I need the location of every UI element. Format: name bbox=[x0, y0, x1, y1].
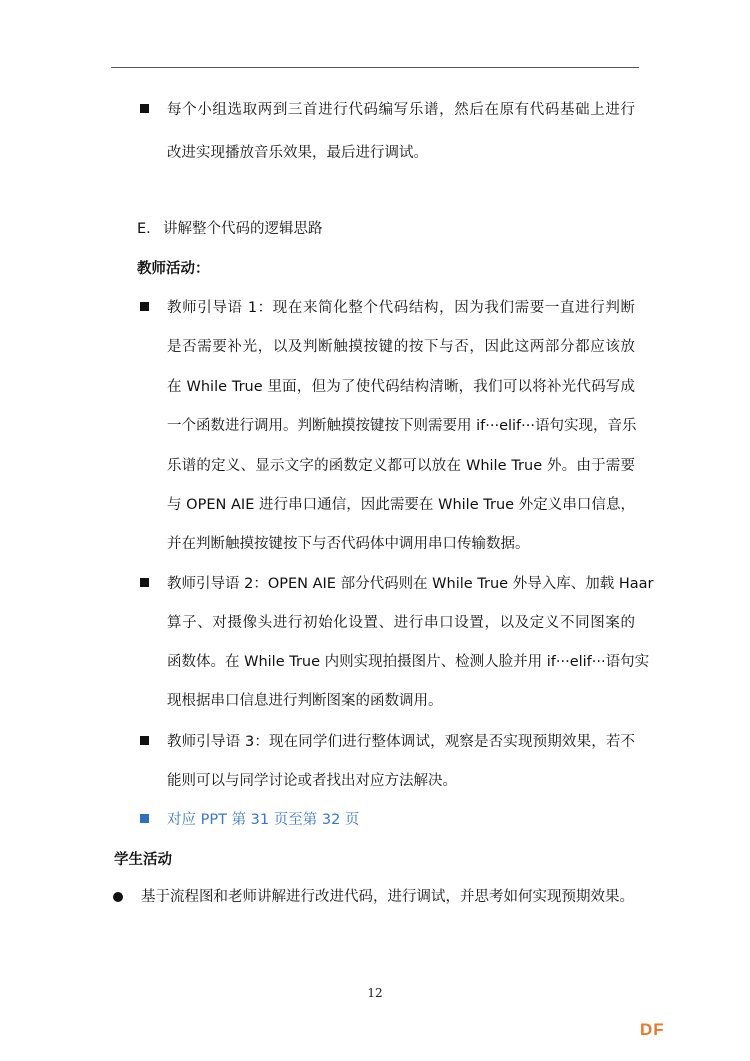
square-bullet-icon bbox=[140, 302, 149, 311]
guide3-line-1: 教师引导语 3：现在同学们进行整体调试，观察是否实现预期效果，若不 bbox=[167, 734, 635, 750]
square-bullet-icon bbox=[140, 814, 149, 823]
guide2-line-3: 函数体。在 While True 内则实现拍摄图片、检测人脸并用 if···elif···语句实 bbox=[167, 654, 650, 670]
guide1-line-3: 在 While True 里面，但为了使代码结构清晰，我们可以将补光代码写成 bbox=[167, 379, 635, 395]
square-bullet-icon bbox=[140, 736, 149, 745]
guide1-line-5: 乐谱的定义、显示文字的函数定义都可以放在 While True 外。由于需要 bbox=[167, 458, 635, 474]
square-bullet-icon bbox=[140, 104, 149, 113]
guide2-line-1: 教师引导语 2：OPEN AIE 部分代码则在 While True 外导入库、加载 Haar bbox=[167, 576, 654, 592]
teacher-activity-heading: 教师活动： bbox=[137, 261, 210, 277]
df-logo: DF bbox=[640, 1020, 665, 1039]
guide1-line-7: 并在判断触摸按键按下与否代码体中调用串口传输数据。 bbox=[167, 536, 530, 552]
bullet1-line-2: 改进实现播放音乐效果，最后进行调试。 bbox=[167, 145, 428, 161]
ppt-reference: 对应 PPT 第 31 页至第 32 页 bbox=[167, 812, 360, 828]
guide3-line-2: 能则可以与同学讨论或者找出对应方法解决。 bbox=[167, 773, 457, 789]
guide1-line-4: 一个函数进行调用。判断触摸按键按下则需要用 if···elif···语句实现，音乐 bbox=[167, 418, 637, 434]
guide2-line-2: 算子、对摄像头进行初始化设置、进行串口设置，以及定义不同图案的 bbox=[167, 615, 635, 631]
student-activity-heading: 学生活动 bbox=[114, 852, 172, 868]
square-bullet-icon bbox=[140, 578, 149, 587]
page-number: 12 bbox=[367, 986, 383, 1000]
guide1-line-2: 是否需要补光，以及判断触摸按键的按下与否，因此这两部分都应该放 bbox=[167, 339, 635, 355]
bullet1-line-1: 每个小组选取两到三首进行代码编写乐谱，然后在原有代码基础上进行 bbox=[167, 102, 635, 118]
header-rule bbox=[111, 67, 639, 68]
guide2-line-4: 现根据串口信息进行判断图案的函数调用。 bbox=[167, 693, 443, 709]
round-bullet-icon bbox=[113, 892, 123, 902]
guide1-line-1: 教师引导语 1：现在来简化整个代码结构，因为我们需要一直进行判断 bbox=[167, 300, 635, 316]
section-e-label: E. bbox=[137, 221, 151, 237]
student-bullet-text: 基于流程图和老师讲解进行改进代码，进行调试，并思考如何实现预期效果。 bbox=[141, 889, 634, 905]
section-e-title: 讲解整个代码的逻辑思路 bbox=[163, 221, 323, 237]
guide1-line-6: 与 OPEN AIE 进行串口通信，因此需要在 While True 外定义串口信息， bbox=[167, 497, 635, 513]
